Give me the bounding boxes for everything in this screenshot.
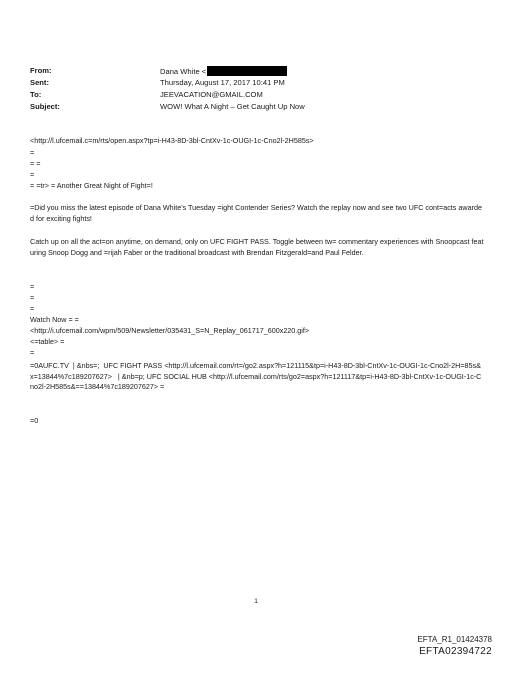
body-line: = = — [30, 159, 41, 168]
body-line: = — [30, 282, 35, 291]
body-line: = =tr> = Another Great Night of Fight=! — [30, 181, 153, 190]
from-label: From: — [30, 66, 52, 75]
body-line: <http://i.ufcemail.com/wpm/509/Newsletter/035431_S=N_Replay_061717_600x220.gif> — [30, 326, 310, 335]
bates-stamp-small: EFTA_R1_01424378 — [417, 635, 492, 644]
from-value: Dana White < — [160, 66, 287, 77]
body-line: <http://l.ufcemail.c=m/rts/open.aspx?tp=i-H43-8D-3bl-CntXv-1c-OUGI-1c-Cno2l-2H585s> — [30, 136, 314, 145]
sent-label: Sent: — [30, 78, 49, 87]
body-line: =0 — [30, 416, 39, 425]
body-line: <=table> = — [30, 337, 65, 346]
body-line: = — [30, 293, 35, 302]
subject-label: Subject: — [30, 102, 60, 111]
redaction-box — [207, 66, 287, 76]
body-line: = — [30, 148, 35, 157]
watch-now-link[interactable]: Watch Now = = — [30, 315, 79, 324]
body-paragraph: =Did you miss the latest episode of Dana White's Tuesday =ight Contender Series? Watch the replay now and see two UFC cont=acts awarded for exciting fights! — [30, 203, 482, 223]
subject-value: WOW! What A Night – Get Caught Up Now — [160, 102, 305, 111]
bates-stamp-large: EFTA02394722 — [419, 646, 492, 657]
sent-value: Thursday, August 17, 2017 10:41 PM — [160, 78, 285, 87]
body-paragraph: =0AUFC.TV | &nbs=; UFC FIGHT PASS <http://l.ufcemail.com/rt=/go2.aspx?h=121115&tp=i-H43-8D-3bl-CntXv-1c-OUGI-1c-Cno2l-2H=85s&x=13844%7c189207627> | &nb=p; UFC SOCIAL HUB <http://l.ufcemail.com/rts/go2=aspx?h=121117&tp=i-H43-8D-3bl-CntXv-1c-OUGI-1c-Cno2l-2H585s&==13844%7c189207627> = — [30, 361, 482, 391]
body-paragraph: Catch up on all the act=on anytime, on demand, only on UFC FIGHT PASS. Toggle between tw= commentary experiences with Snoopcast featuring Snoop Dogg and =rijah Faber or the traditional broadcast with Brendan Fitzgerald=and Paul Felder. — [30, 237, 484, 257]
body-line: = — [30, 304, 35, 313]
body-line: = — [30, 170, 35, 179]
to-label: To: — [30, 90, 42, 99]
to-value: JEEVACATION@GMAIL.COM — [160, 90, 263, 99]
page-number: 1 — [254, 598, 258, 605]
body-line: = — [30, 348, 35, 357]
